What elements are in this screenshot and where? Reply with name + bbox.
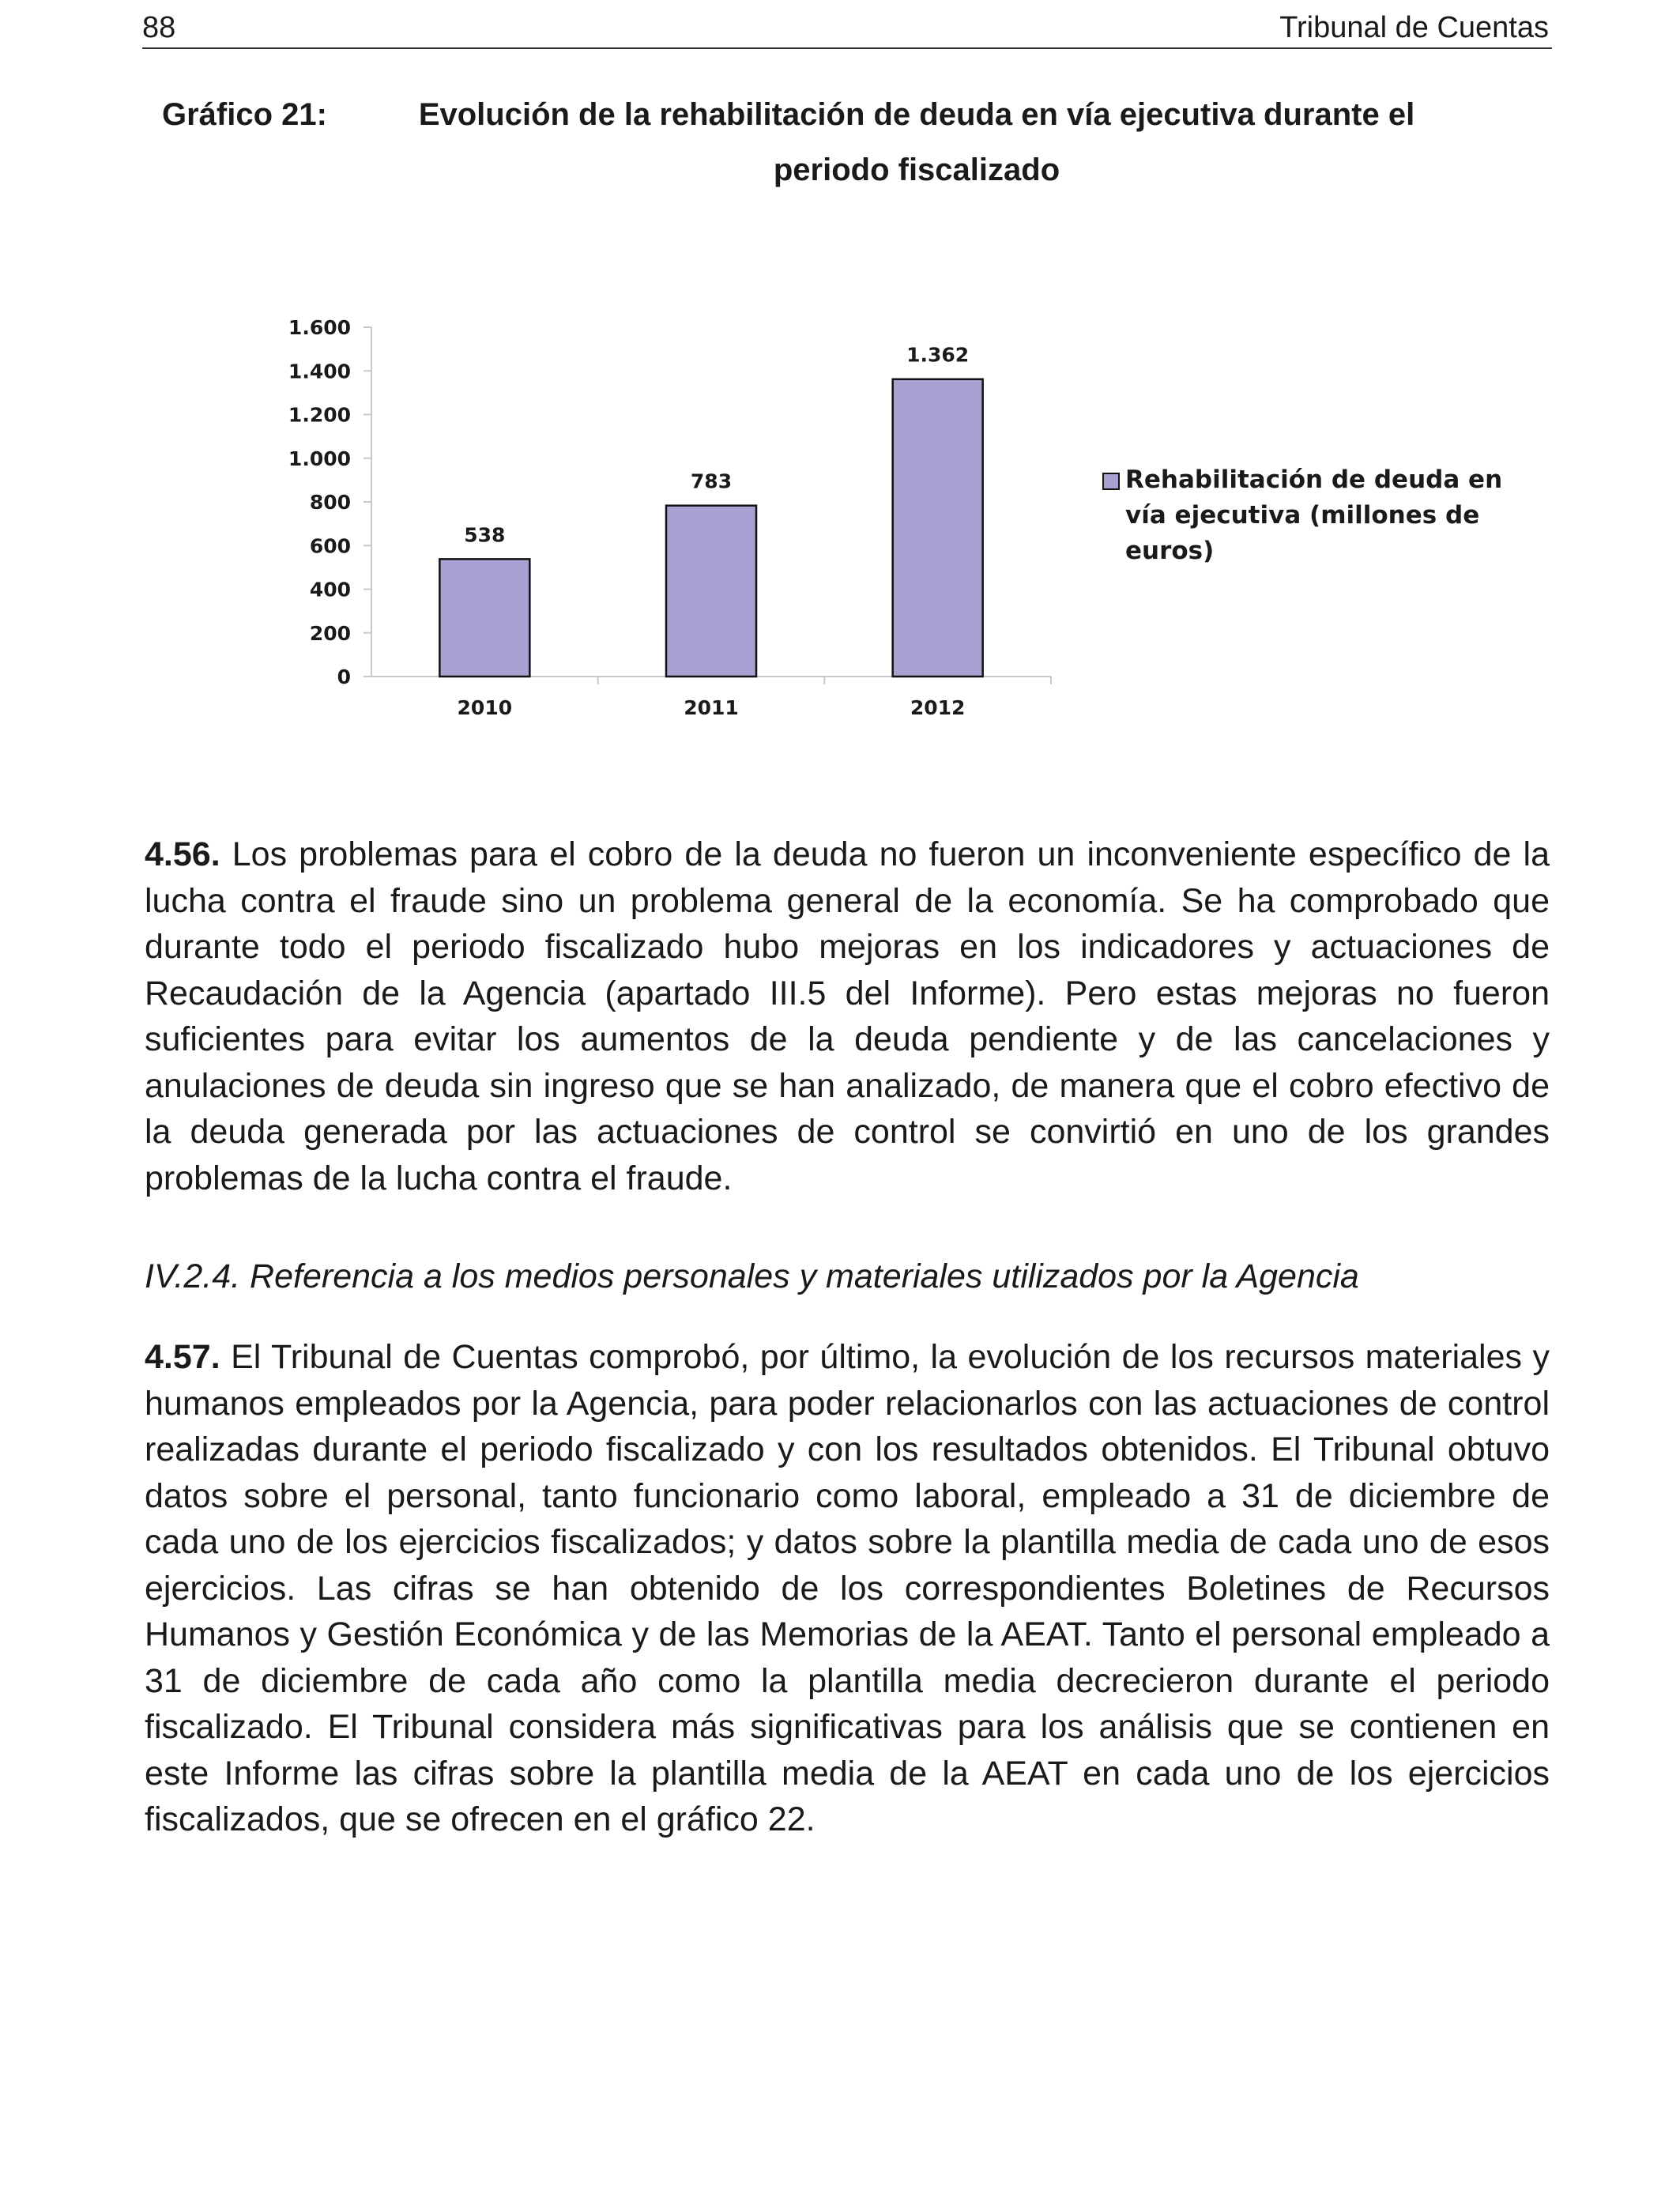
y-tick-label: 600 (309, 534, 351, 558)
data-label: 1.362 (906, 343, 970, 367)
paragraph-number: 4.56. (145, 835, 220, 873)
paragraph-text: Los problemas para el cobro de la deuda no fueron un inconveniente específico de la lucha contra el fraude sino un problema general de la economía. Se ha comprobado que durante todo el periodo fiscalizado hubo mejoras en los indicadores y actuaciones de Recaudación de la Agencia (apartado III.5 del Informe). Pero estas mejoras no fueron suficientes para evitar los aumentos de la deuda pendiente y de las cancelaciones y anulaciones de deuda sin ingreso que se han analizado, de manera que el cobro efectivo de la deuda generada por las actuaciones de control se convirtió en uno de los grandes problemas de la lucha contra el fraude. (145, 835, 1550, 1197)
y-tick-label: 0 (337, 665, 351, 688)
paragraph-number: 4.57. (145, 1338, 220, 1376)
figure-title: Evolución de la rehabilitación de deuda en vía ejecutiva durante el periodo fiscalizado (418, 97, 1415, 187)
y-tick-label: 200 (309, 621, 351, 645)
paragraph-text: El Tribunal de Cuentas comprobó, por último, la evolución de los recursos materiales y humanos empleados por la Agencia, para poder relacionarlos con las actuaciones de control realizadas durante el periodo fiscalizado y con los resultados obtenidos. El Tribunal obtuvo datos sobre el personal, tanto funcionario como laboral, empleado a 31 de diciembre de cada uno de los ejercicios fiscalizados; y datos sobre la plantilla media de cada uno de esos ejercicios. Las cifras se han obtenido de los correspondientes Boletines de Recursos Humanos y Gestión Económica y de las Memorias de la AEAT. Tanto el personal empleado a 31 de diciembre de cada año como la plantilla media decrecieron durante el periodo fiscalizado. El Tribunal considera más significativas para los análisis que se contienen en este Informe las cifras sobre la plantilla media de la AEAT en cada uno de los ejercicios fiscalizados, que se ofrecen en el gráfico 22. (145, 1338, 1550, 1838)
data-label: 538 (464, 523, 506, 547)
bar (666, 506, 756, 677)
x-tick-label: 2012 (910, 696, 966, 719)
bar-chart (0, 0, 1680, 759)
y-tick-label: 800 (309, 491, 351, 514)
running-title: Tribunal de Cuentas (1279, 11, 1549, 44)
page-number: 88 (142, 11, 176, 44)
bar (439, 559, 529, 677)
y-tick-label: 1.200 (288, 403, 351, 427)
figure-label: Gráfico 21: (162, 97, 327, 132)
section-heading: IV.2.4. Referencia a los medios personales y materiales utilizados por la Agencia (145, 1257, 1359, 1295)
bar (893, 379, 983, 677)
y-tick-label: 1.000 (288, 447, 351, 470)
legend-swatch (1103, 473, 1119, 489)
legend-label: vía ejecutiva (millones de (1125, 501, 1480, 530)
paragraph-4-56 (145, 831, 1550, 1201)
paragraph-4-57 (145, 1334, 1550, 1843)
legend-label: euros) (1125, 537, 1215, 565)
y-tick-label: 1.400 (288, 360, 351, 383)
x-tick-label: 2010 (457, 696, 513, 719)
y-tick-label: 400 (309, 578, 351, 601)
y-tick-label: 1.600 (288, 316, 351, 339)
x-tick-label: 2011 (684, 696, 739, 719)
data-label: 783 (690, 469, 733, 493)
legend-label: Rehabilitación de deuda en (1125, 466, 1503, 494)
